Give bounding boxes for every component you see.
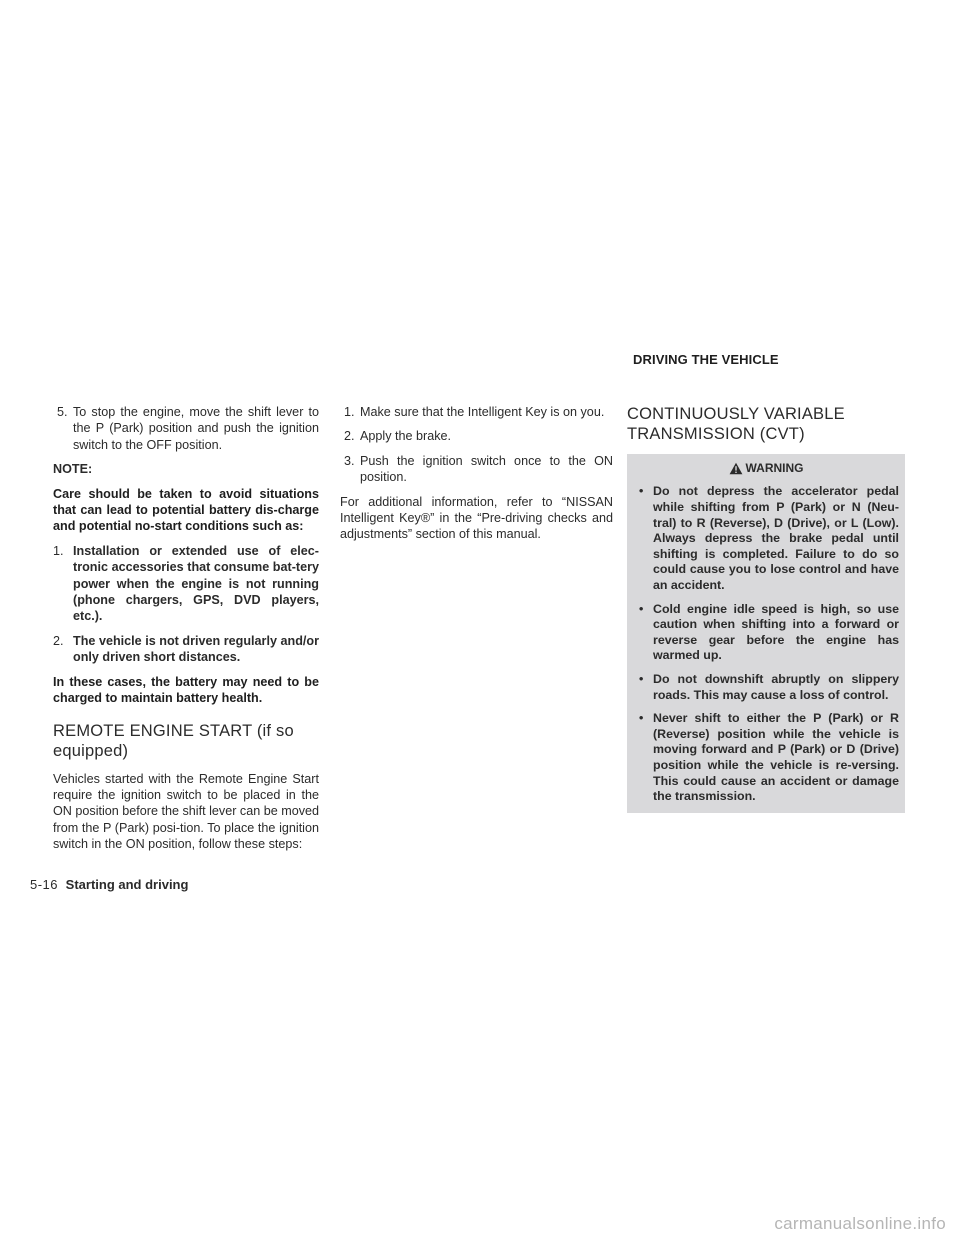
remote-start-heading: REMOTE ENGINE START (if so equipped): [53, 721, 294, 760]
additional-info-text: For additional information, refer to “NISSAN Intelligent Key®” in the “Pre-driving checks and adjustments” section of this manual.: [340, 494, 613, 542]
step-5-text: To stop the engine, move the shift lever to the P (Park) position and push the ignition switch to the OFF position.: [73, 405, 319, 452]
bullet-2: •: [639, 601, 644, 616]
step-5-number: 5.: [57, 405, 68, 419]
note-item-2: [53, 633, 319, 666]
note-conclusion: In these cases, the battery may need to be charged to maintain battery health.: [53, 674, 319, 706]
remote-step-2-number: 2.: [344, 429, 355, 444]
remote-step-1: [340, 404, 613, 420]
right-column: [627, 404, 905, 813]
warning-item-3-text: Do not downshift abruptly on slippery roads. This may cause a loss of control.: [653, 671, 899, 702]
note-item-1-text: Installation or extended use of elec-tronic accessories that consume bat-tery power when the engine is not running (phone chargers, GPS, DVD players, etc.).: [73, 543, 319, 624]
warning-item-2-text: Cold engine idle speed is high, so use caution when shifting into a forward or reverse gear before the engine has warmed up.: [653, 601, 899, 663]
bullet-1: •: [639, 484, 644, 499]
left-column: [53, 404, 319, 861]
note-text: Care should be taken to avoid situations that can lead to potential battery dis-charge and potential no-start conditions such as:: [53, 486, 319, 534]
remote-step-2: [340, 428, 613, 444]
remote-step-1-number: 1.: [344, 405, 355, 419]
middle-column: [340, 404, 613, 551]
remote-step-1-text: Make sure that the Intelligent Key is on you.: [360, 405, 605, 419]
note-label: NOTE:: [53, 462, 93, 477]
page-number: 5-16: [30, 877, 59, 892]
warning-item-1-text: Do not depress the accelerator pedal while shifting from P (Park) or N (Neu-tral) to R (Reverse), D (Drive), or L (Low). Always depress the brake pedal until shifting is completed. Failure to do so could cause you to lose control and have an accident.: [653, 484, 899, 592]
step-5: [53, 404, 319, 453]
warning-triangle-icon: [729, 462, 743, 475]
warning-item-4: [633, 711, 899, 805]
note-item-1-number: 1.: [53, 543, 64, 558]
warning-item-1: [633, 484, 899, 593]
chapter-title: Starting and driving: [65, 877, 189, 892]
cvt-heading: CONTINUOUSLY VARIABLE TRANSMISSION (CVT): [627, 405, 845, 443]
page-footer: [30, 877, 188, 892]
note-item-2-number: 2.: [53, 633, 64, 648]
warning-item-2: [633, 602, 899, 664]
note-item-2-text: The vehicle is not driven regularly and/or only driven short distances.: [73, 633, 319, 665]
bullet-3: •: [639, 671, 644, 686]
remote-step-3-text: Push the ignition switch once to the ON position.: [360, 453, 613, 485]
warning-item-3: [633, 672, 899, 703]
remote-step-3-number: 3.: [344, 453, 355, 468]
warning-title: [633, 460, 899, 476]
bullet-4: •: [639, 711, 644, 726]
warning-item-4-text: Never shift to either the P (Park) or R (Reverse) position while the vehicle is moving forward and P (Park) or D (Drive) position while the vehicle is re-versing. This could cause an accident or damage the transmission.: [653, 711, 899, 804]
note-item-1: [53, 543, 319, 625]
remote-start-text: Vehicles started with the Remote Engine Start require the ignition switch to be placed in the ON position before the shift lever can be moved from the P (Park) posi-tion. To place the ignition switch in the ON position, follow these steps:: [53, 771, 320, 852]
section-header: DRIVING THE VEHICLE: [633, 352, 779, 367]
remote-step-2-text: Apply the brake.: [360, 429, 452, 444]
watermark[interactable]: carmanualsonline.info: [774, 1214, 946, 1233]
warning-title-text: WARNING: [745, 461, 804, 475]
warning-box: [627, 454, 905, 813]
remote-step-3: [340, 453, 613, 486]
